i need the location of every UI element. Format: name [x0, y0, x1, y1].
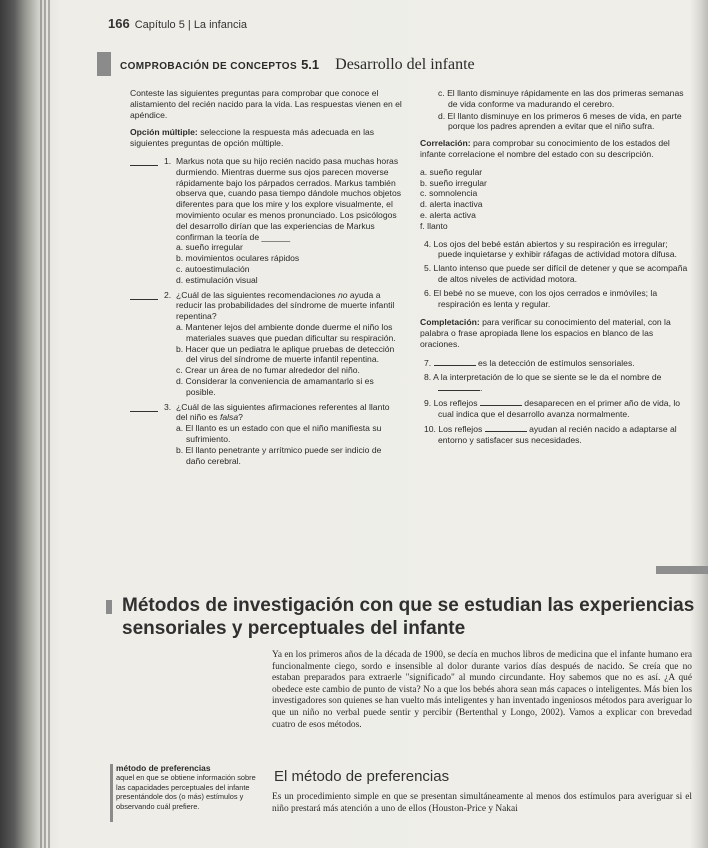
matching-item: 6. El bebé no se mueve, con los ojos cerrados e inmóviles; la respiración es lenta y regular.	[424, 287, 658, 309]
completion-text: para verificar su conocimiento del material, con la palabra o frase apropiada llene los espacios en blanco de las oraciones.	[420, 317, 671, 349]
question-number: 3.	[164, 401, 172, 412]
completion-item-9: 9. Los reflejos desaparecen en el primer año de vida, lo cual indica que el desarrollo avanza normalmente.	[424, 398, 681, 419]
concept-check-number: 5.1	[301, 57, 320, 72]
matching-item: 4. Los ojos del bebé están abiertos y su respiración es irregular; puede inquietarse y exhibir ráfagas de actividad motora difusa.	[424, 238, 677, 260]
state-item: d. alerta inactiva	[420, 199, 483, 210]
option: a. El llanto es un estado con que el niño manifiesta su sufrimiento.	[176, 423, 382, 444]
completion-item-7: 7. es la detección de estímulos sensoriales.	[424, 357, 635, 368]
option: b. Hacer que un pediatra le aplique pruebas de detección del virus del síndrome de muerte infantil repentina.	[176, 343, 395, 365]
spine-line	[48, 0, 50, 848]
fill-blank[interactable]	[434, 357, 476, 366]
matching-instructions	[420, 138, 688, 160]
question-number: 2.	[164, 289, 172, 300]
concept-check-subtitle: Desarrollo del infante	[335, 56, 475, 73]
question-text: Markus nota que su hijo recién nacido pasa muchas horas durmiendo. Mientras duerme sus ojos parecen moverse rápidamente bajo los párpados cerrados. Markus también observa que, cuando pasa tiempo dándole muchos objetos diferentes para que los mire y los explore visualmente, el movimiento ocular es menos pronunciado. Los psicólogos del desarrollo dirían que las experiencias de Markus confirman la teoría de ______	[176, 155, 402, 242]
option: a. Mantener lejos del ambiente donde duerme el niño los materiales suaves que puedan dificultar su respiración.	[176, 321, 396, 343]
state-item: b. sueño irregular	[420, 177, 487, 188]
matching-label: Correlación:	[420, 138, 471, 149]
page-number: 166	[108, 16, 130, 31]
gray-square-marker	[97, 52, 111, 76]
subsection-heading: El método de preferencias	[274, 768, 450, 785]
spine-line	[40, 0, 42, 848]
option: d. Considerar la conveniencia de amamantarlo si es posible.	[176, 375, 374, 397]
matching-item: 5. Llanto intenso que puede ser difícil de detener y que se acompaña de altos niveles de actividad motora.	[424, 263, 688, 284]
multiple-choice-instructions	[130, 127, 402, 149]
question-number: 1.	[164, 155, 172, 166]
question-1	[130, 156, 402, 286]
intro-paragraph: Conteste las siguientes preguntas para comprobar que conoce el alistamiento del recién nacido para la vida. Las respuestas vienen en el apéndice.	[130, 88, 402, 120]
heading-marker	[106, 600, 112, 614]
fill-blank[interactable]	[438, 382, 480, 391]
section-body-paragraph: Ya en los primeros años de la década de 1900, se decía en muchos libros de medicina que el infante humano era funcionalmente ciego, sordo e insensible al dolor durante varios días después de nacido. Se creía que no estaban preparados para extraerle "significado" al mundo circundante. Hoy sabemos que no es así. ¿A qué obedece este cambio de punto de vista? No a que los bebés ahora sean más capaces o inteligentes. Más bien los investigadores son quienes se han vuelto más inteligentes y han inventado ingeniosos métodos para averiguar lo que un niño no verbal puede sentir y percibir (Bertenthal y Longo, 2002). Vamos a explicar con brevedad cuatro de esos métodos.	[272, 650, 692, 730]
answer-blank[interactable]	[130, 165, 158, 166]
option: a. sueño irregular	[176, 242, 243, 253]
option: d. El llanto disminuye en los primeros 6 meses de vida, en parte porque los padres aprenden a evitar que el niño sufra.	[438, 110, 682, 132]
spine-line	[44, 0, 46, 848]
left-column	[130, 88, 402, 470]
option: c. El llanto disminuye rápidamente en las dos primeras semanas de vida conforme va madurando el cerebro.	[438, 88, 684, 109]
subsection-paragraph: Es un procedimiento simple en que se presentan simultáneamente al menos dos estímulos para averiguar si el niño prestará más atención a uno de ellos (Houston-Price y Nakai	[272, 792, 692, 814]
section-divider-bar	[656, 566, 708, 574]
states-list	[420, 167, 688, 232]
right-column	[420, 88, 688, 448]
option: c. Crear un área de no fumar alrededor del niño.	[176, 365, 360, 376]
page-header	[108, 16, 247, 31]
state-item: c. somnolencia	[420, 188, 478, 199]
running-head: Capítulo 5 | La infancia	[134, 19, 248, 31]
section-title: Métodos de investigación con que se estudian las experiencias sensoriales y perceptuales del infante	[122, 595, 695, 639]
section-heading	[106, 594, 696, 640]
completion-instructions	[420, 317, 688, 349]
mc-label: Opción múltiple:	[130, 127, 198, 138]
concept-check-title	[120, 56, 475, 74]
answer-blank[interactable]	[130, 411, 158, 412]
state-item: f. llanto	[420, 220, 448, 231]
matching-text: para comprobar su conocimiento de los estados del infante correlacione el nombre del estado con su descripción.	[420, 138, 670, 159]
concept-check-label: COMPROBACIÓN DE CONCEPTOS	[120, 61, 298, 72]
option: d. estimulación visual	[176, 274, 258, 285]
question-text: ¿Cuál de las siguientes afirmaciones referentes al llanto del niño es falsa?	[176, 401, 390, 423]
mc-text: seleccione la respuesta más adecuada en las siguientes preguntas de opción múltiple.	[130, 127, 375, 149]
margin-marker	[110, 764, 113, 822]
option: b. movimientos oculares rápidos	[176, 253, 300, 264]
state-item: e. alerta activa	[420, 209, 476, 220]
fill-blank[interactable]	[485, 423, 527, 432]
margin-definition	[116, 764, 266, 811]
question-2	[130, 290, 402, 398]
margin-definition-text: aquel en que se obtiene información sobre las capacidades perceptuales del infante presentándole dos (o más) estímulos y observando cuál prefiere.	[116, 773, 256, 811]
completion-label: Completación:	[420, 317, 480, 328]
answer-blank[interactable]	[130, 299, 158, 300]
question-text: ¿Cuál de las siguientes recomendaciones no ayuda a reducir las probabilidades del síndrome de muerte infantil repentina?	[176, 289, 395, 322]
question-3	[130, 402, 402, 467]
completion-item-10: 10. Los reflejos ayudan al recién nacido a adaptarse al entorno y satisfacer sus necesidades.	[424, 423, 677, 445]
margin-term: método de preferencias	[116, 763, 211, 773]
option: b. El llanto penetrante y arrítmico puede ser indicio de daño cerebral.	[176, 444, 382, 466]
fill-blank[interactable]	[480, 397, 522, 406]
state-item: a. sueño regular	[420, 166, 483, 177]
option: c. autoestimulación	[176, 263, 250, 274]
completion-item-8: 8. A la interpretación de lo que se siente se le da el nombre de .	[424, 371, 662, 394]
